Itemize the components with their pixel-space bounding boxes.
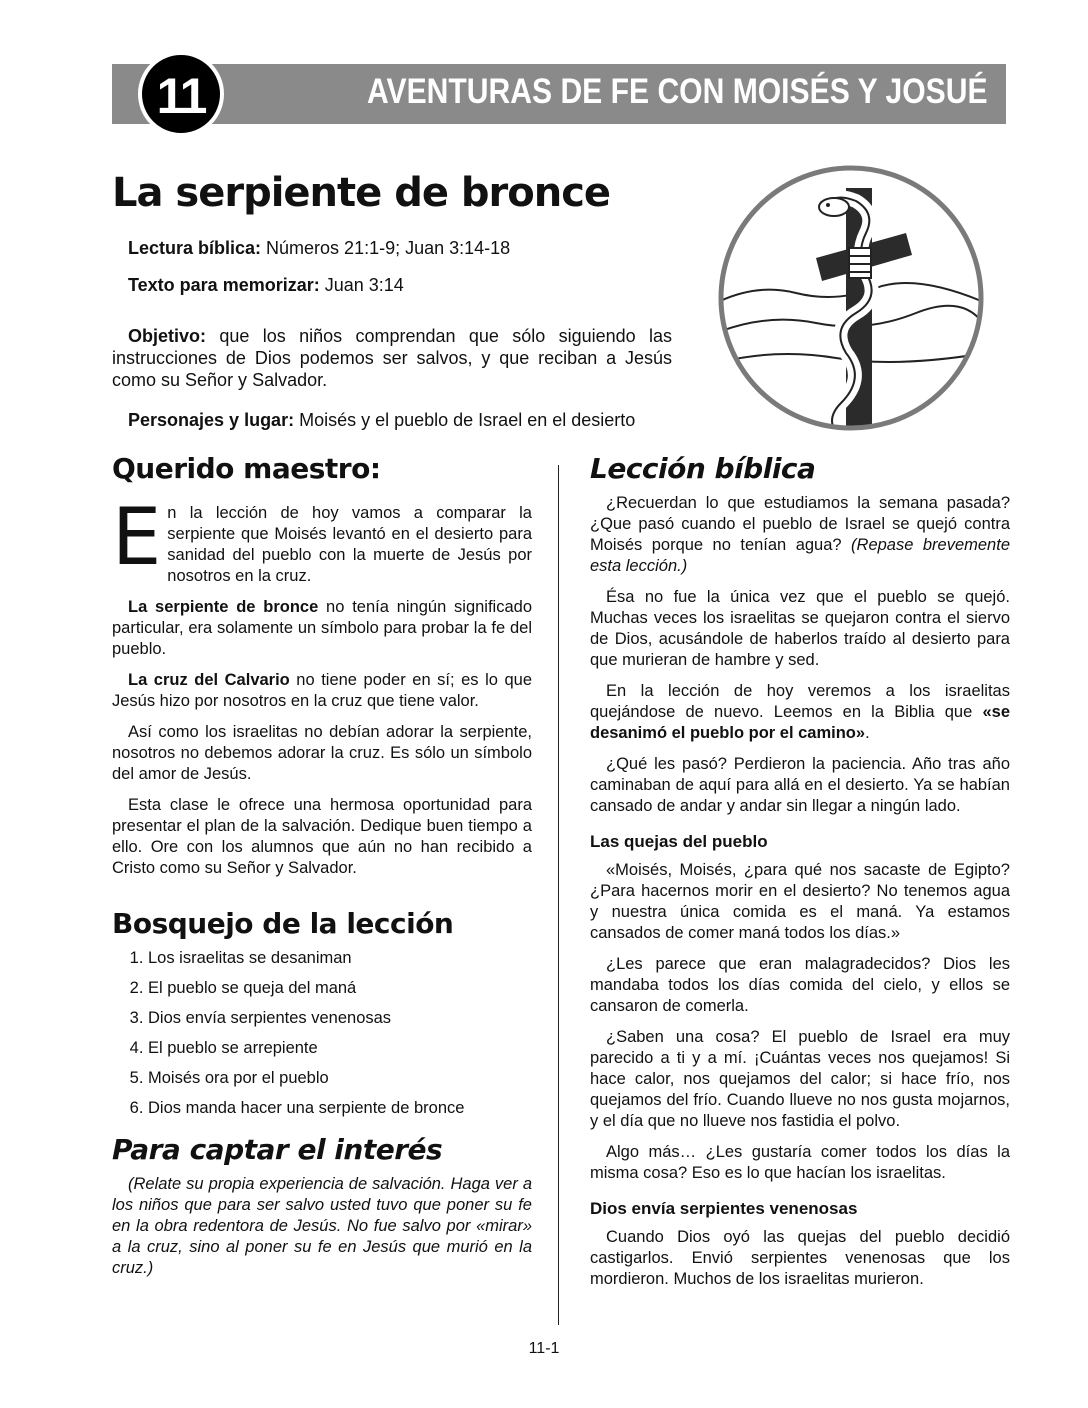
memory-label: Texto para memorizar: <box>128 275 320 295</box>
right-column <box>590 452 1010 1300</box>
outline-list <box>112 948 532 1119</box>
teacher-intro-paragraph: En la lección de hoy vamos a comparar la serpiente que Moisés levantó en el desierto para sanidad del pueblo con la muerte de Jesús por nosotros en la cruz. <box>112 493 532 585</box>
teacher-heading: Querido maestro: <box>112 452 381 485</box>
memory-line <box>112 275 404 296</box>
interest-heading: Para captar el interés <box>112 1133 443 1166</box>
lesson-paragraph-1: ¿Recuerdan lo que estudiamos la semana pasada? ¿Que pasó cuando el pueblo de Israel se quejó contra Moisés porque no tenían agua? (Repase brevemente esta lección.) <box>590 494 1010 575</box>
interest-paragraph: (Relate su propia experiencia de salvación. Haga ver a los niños que para ser salvo usted tuvo que poner su fe en la obra redentora de Jesús. No fue salvo por «mirar» a la cruz, sino al poner su fe en Jesús que murió en la cruz.) <box>112 1175 532 1277</box>
unit-banner <box>112 64 1006 124</box>
lesson-paragraph-6: ¿Les parece que eran malagradecidos? Dios les mandaba todos los días comida del cielo, y ellos se cansaron de comerla. <box>590 955 1010 1015</box>
list-item: 4. El pueblo se arrepiente <box>148 1038 532 1059</box>
lesson-number: 11 <box>156 68 206 124</box>
lesson-paragraph-2: Ésa no fue la única vez que el pueblo se quejó. Muchas veces los israelitas se quejaron contra el siervo de Dios, acusándole de haberlos traído al desierto para que murieran de hambre y sed. <box>590 588 1010 669</box>
drop-cap: E <box>112 493 162 583</box>
lesson-paragraph-7: ¿Saben una cosa? El pueblo de Israel era muy parecido a ti y a mí. ¡Cuántas veces nos quejamos! Si hace calor, nos quejamos del calor; si hace frío, nos quejamos del frío. Cuando llueve no nos gusta mojarnos, y el día que no llueve nos fastidia el polvo. <box>590 1028 1010 1130</box>
subheading-serpents: Dios envía serpientes venenosas <box>590 1199 858 1218</box>
reading-label: Lectura bíblica: <box>128 238 262 258</box>
page-title: La serpiente de bronce <box>112 170 611 216</box>
subheading-complaints: Las quejas del pueblo <box>590 832 768 851</box>
list-item: 6. Dios manda hacer una serpiente de bronce <box>148 1098 532 1119</box>
list-item: 1. Los israelitas se desaniman <box>148 948 532 969</box>
lesson-paragraph-8: Algo más… ¿Les gustaría comer todos los días la misma cosa? Eso es lo que hacían los israelitas. <box>590 1143 1010 1182</box>
lesson-paragraph-5: «Moisés, Moisés, ¿para qué nos sacaste de Egipto? ¿Para hacernos morir en el desierto? No tenemos agua y nuestra única comida es el maná. Ya estamos cansados de comer maná todos los días.» <box>590 861 1010 942</box>
column-divider <box>558 465 559 1325</box>
lesson-paragraph-4: ¿Qué les pasó? Perdieron la paciencia. Año tras año caminaban de aquí para allá en el desierto. Ya se habían cansado de andar y andar sin llegar a ningún lado. <box>590 755 1010 815</box>
objective-label: Objetivo: <box>128 326 207 346</box>
outline-heading: Bosquejo de la lección <box>112 907 454 940</box>
page-number: 11-1 <box>528 1340 560 1357</box>
worship-paragraph: Así como los israelitas no debían adorar la serpiente, nosotros no debemos adorar la cruz. Es sólo un símbolo del amor de Jesús. <box>112 723 532 783</box>
characters-line <box>112 410 635 431</box>
lesson-number-badge <box>138 51 224 137</box>
list-item: 5. Moisés ora por el pueblo <box>148 1068 532 1089</box>
reading-value: Números 21:1-9; Juan 3:14-18 <box>261 238 511 258</box>
unit-title: AVENTURAS DE FE CON MOISÉS Y JOSUÉ <box>367 72 988 111</box>
memory-value: Juan 3:14 <box>319 275 404 295</box>
list-item: 2. El pueblo se queja del maná <box>148 978 532 999</box>
calvary-cross-paragraph: La cruz del Calvario no tiene poder en sí; es lo que Jesús hizo por nosotros en la cruz que tiene valor. <box>112 671 533 710</box>
reading-line <box>112 238 510 259</box>
lesson-paragraph-3: En la lección de hoy veremos a los israelitas quejándose de nuevo. Leemos en la Biblia que «se desanimó el pueblo por el camino». <box>590 682 1010 742</box>
characters-value: Moisés y el pueblo de Israel en el desierto <box>294 410 636 430</box>
list-item: 3. Dios envía serpientes venenosas <box>148 1008 532 1029</box>
characters-label: Personajes y lugar: <box>128 410 295 430</box>
left-column <box>112 452 533 1289</box>
lesson-paragraph-9: Cuando Dios oyó las quejas del pueblo decidió castigarlos. Envió serpientes venenosas que los mordieron. Muchos de los israelitas murieron. <box>590 1228 1010 1288</box>
objective-paragraph <box>112 325 672 391</box>
lesson-heading: Lección bíblica <box>590 452 816 485</box>
bronze-serpent-paragraph: La serpiente de bronce no tenía ningún significado particular, era solamente un símbolo para probar la fe del pueblo. <box>112 598 532 658</box>
objective-value: que los niños comprendan que sólo siguiendo las instrucciones de Dios podemos ser salvos, y que reciban a Jesús como su Señor y Salvador. <box>112 326 672 390</box>
salvation-paragraph: Esta clase le ofrece una hermosa oportunidad para presentar el plan de la salvación. Dedique buen tiempo a ello. Ore con los alumnos que aún no han recibido a Cristo como su Señor y Salvador. <box>112 796 532 877</box>
bronze-serpent-illustration <box>716 163 986 433</box>
